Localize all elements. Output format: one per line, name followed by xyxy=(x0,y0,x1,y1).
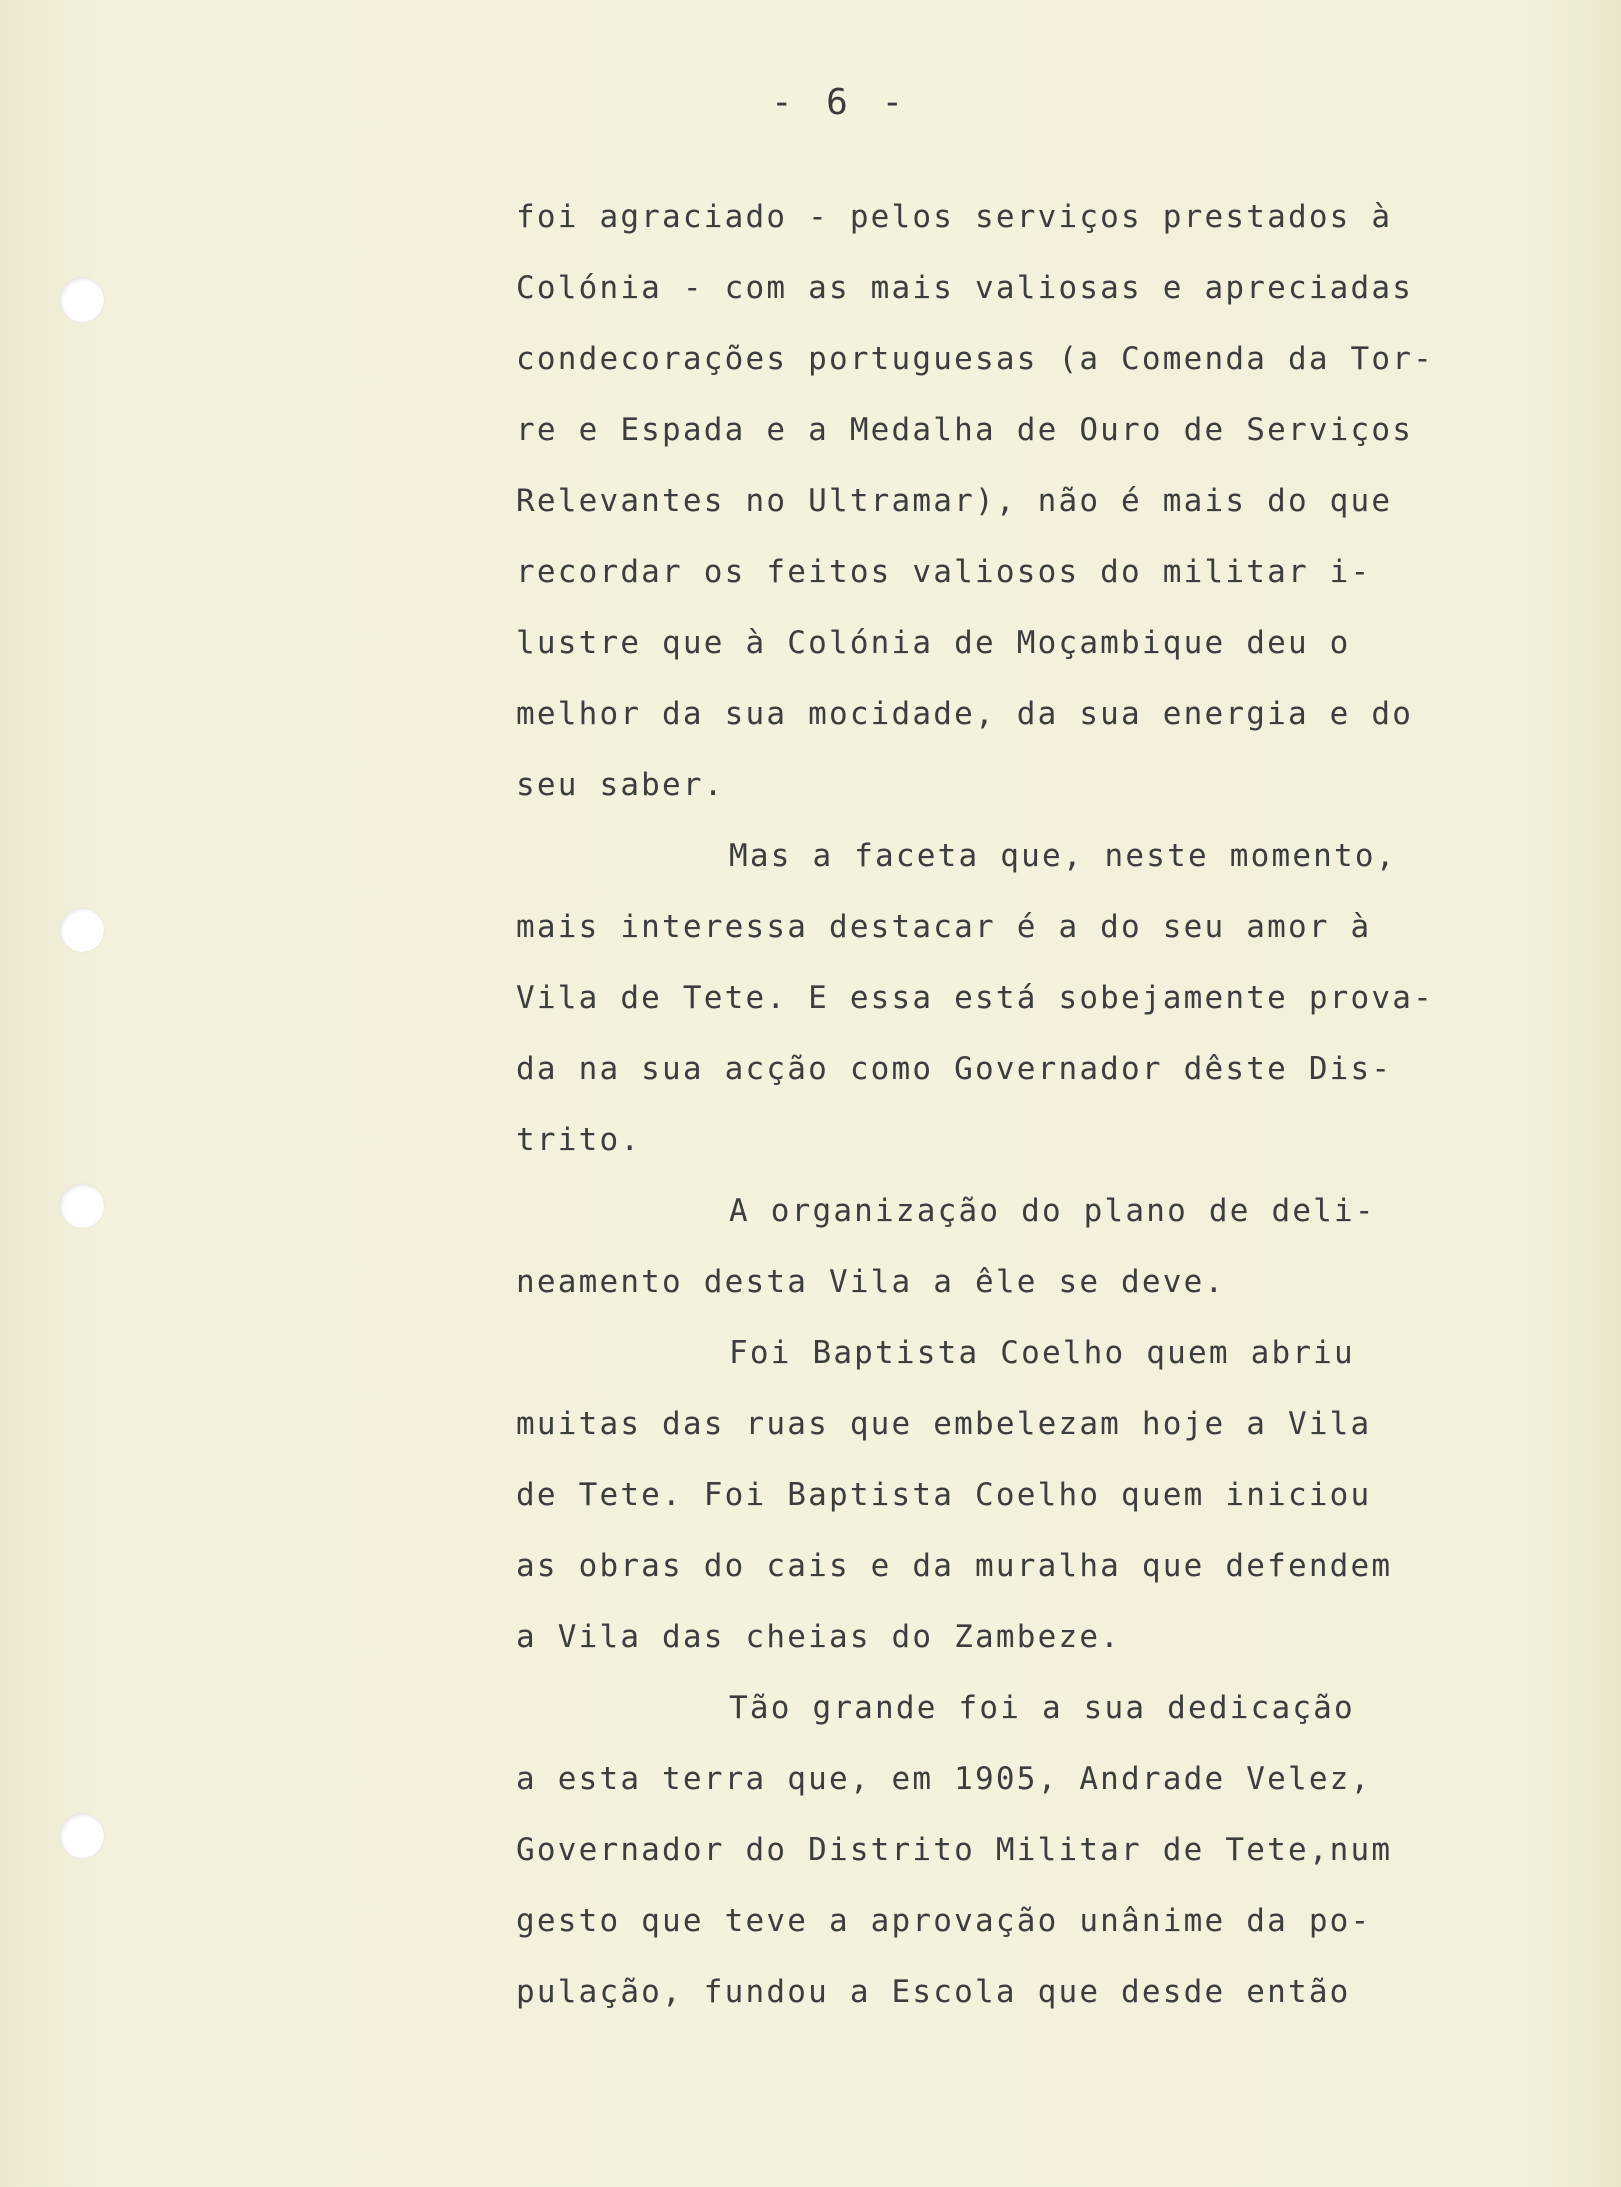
text-line: re e Espada e a Medalha de Ouro de Serviços xyxy=(516,412,1414,448)
text-line: gesto que teve a aprovação unânime da po- xyxy=(516,1903,1372,1939)
text-line: a Vila das cheias do Zambeze. xyxy=(516,1619,1122,1655)
text-line: Tão grande foi a sua dedicação xyxy=(729,1690,1355,1726)
text-line: Governador do Distrito Militar de Tete,num xyxy=(516,1832,1393,1868)
text-line: trito. xyxy=(516,1122,642,1158)
text-line: lustre que à Colónia de Moçambique deu o xyxy=(516,625,1351,661)
punch-hole xyxy=(60,1184,104,1228)
text-line: pulação, fundou a Escola que desde então xyxy=(516,1974,1351,2010)
text-line: as obras do cais e da muralha que defendem xyxy=(516,1548,1393,1584)
punch-hole xyxy=(60,278,104,322)
text-line: neamento desta Vila a êle se deve. xyxy=(516,1264,1226,1300)
text-line: da na sua acção como Governador dêste Dis- xyxy=(516,1051,1393,1087)
text-line: Relevantes no Ultramar), não é mais do que xyxy=(516,483,1393,519)
text-line: recordar os feitos valiosos do militar i- xyxy=(516,554,1372,590)
text-line: Vila de Tete. E essa está sobejamente prova- xyxy=(516,980,1434,1016)
text-line: A organização do plano de deli- xyxy=(729,1193,1376,1229)
text-line: Foi Baptista Coelho quem abriu xyxy=(729,1335,1355,1371)
text-line: a esta terra que, em 1905, Andrade Velez, xyxy=(516,1761,1372,1797)
text-line: melhor da sua mocidade, da sua energia e do xyxy=(516,696,1414,732)
punch-hole xyxy=(60,908,104,952)
text-line: mais interessa destacar é a do seu amor à xyxy=(516,909,1372,945)
punch-hole xyxy=(60,1814,104,1858)
text-line: foi agraciado - pelos serviços prestados à xyxy=(516,199,1393,235)
text-line: seu saber. xyxy=(516,767,725,803)
text-line: Mas a faceta que, neste momento, xyxy=(729,838,1397,874)
page-number: - 6 - xyxy=(770,82,910,123)
text-line: condecorações portuguesas (a Comenda da Tor- xyxy=(516,341,1434,377)
body-text xyxy=(516,182,1516,2028)
text-line: de Tete. Foi Baptista Coelho quem iniciou xyxy=(516,1477,1372,1513)
text-line: Colónia - com as mais valiosas e apreciadas xyxy=(516,270,1414,306)
text-line: muitas das ruas que embelezam hoje a Vila xyxy=(516,1406,1372,1442)
